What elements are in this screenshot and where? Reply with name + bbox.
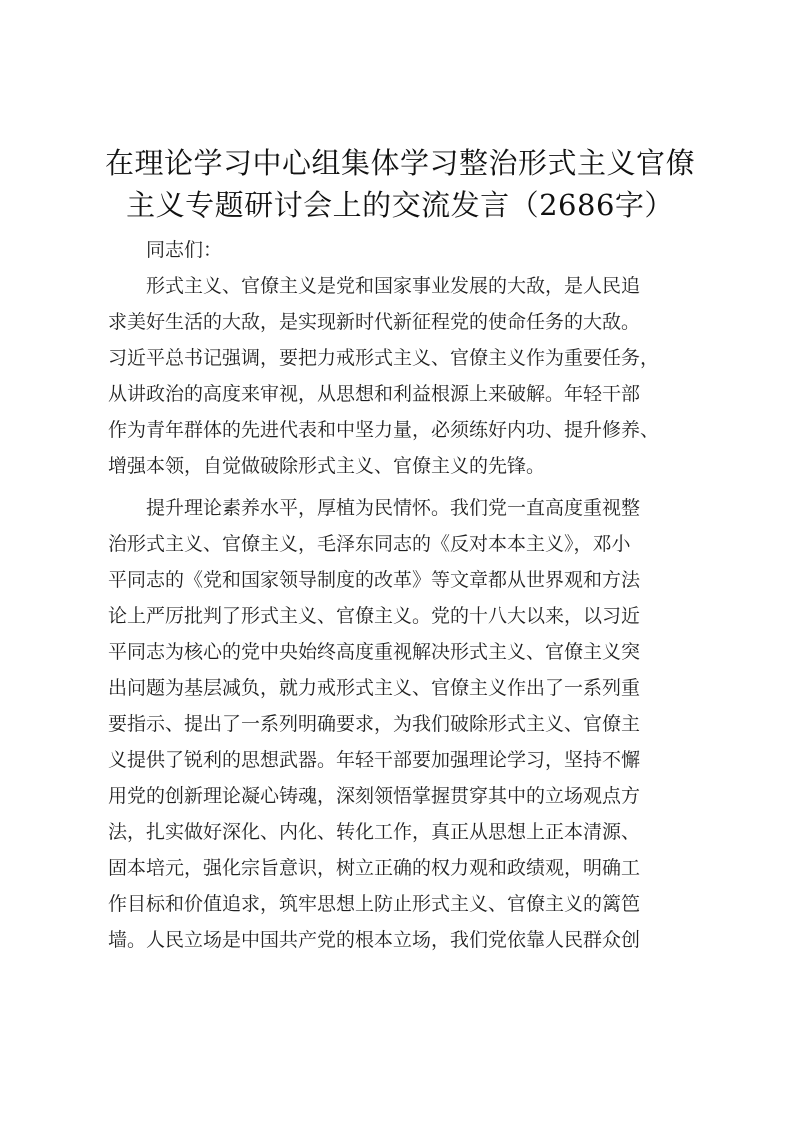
paragraph-1: [108, 268, 694, 484]
paragraph-line: 求美好生活的大敌，是实现新时代新征程党的使命任务的大敌。: [108, 311, 641, 333]
paragraph-line: 用党的创新理论凝心铸魂，深刻领悟掌握贯穿其中的立场观点方: [108, 785, 641, 807]
title-line-1: 在理论学习中心组集体学习整治形式主义官僚: [104, 146, 695, 180]
paragraph-line: 固本培元，强化宗旨意识，树立正确的权力观和政绩观，明确工: [108, 857, 641, 879]
paragraph-line: 平同志为核心的党中央始终高度重视解决形式主义、官僚主义突: [108, 641, 641, 663]
document-title: [100, 142, 700, 226]
paragraph-line: 从讲政治的高度来审视，从思想和利益根源上来破解。年轻干部: [108, 383, 641, 405]
document-body: [108, 268, 694, 958]
paragraph-line: 出问题为基层减负，就力戒形式主义、官僚主义作出了一系列重: [108, 677, 641, 699]
paragraph-line: 墙。人民立场是中国共产党的根本立场，我们党依靠人民群众创: [108, 929, 641, 951]
paragraph-line: 作为青年群体的先进代表和中坚力量，必须练好内功、提升修养、: [108, 419, 660, 441]
paragraph-line: 论上严厉批判了形式主义、官僚主义。党的十八大以来，以习近: [108, 605, 641, 627]
paragraph-line: 习近平总书记强调，要把力戒形式主义、官僚主义作为重要任务，: [108, 347, 660, 369]
paragraph-line: 法，扎实做好深化、内化、转化工作，真正从思想上正本清源、: [108, 821, 641, 843]
paragraph-2: [108, 490, 694, 958]
paragraph-line: 增强本领，自觉做破除形式主义、官僚主义的先锋。: [108, 455, 546, 477]
paragraph-line: 形式主义、官僚主义是党和国家事业发展的大敌，是人民追: [146, 275, 641, 297]
paragraph-line: 作目标和价值追求，筑牢思想上防止形式主义、官僚主义的篱笆: [108, 893, 641, 915]
title-line-2: 主义专题研讨会上的交流发言（2686字）: [126, 188, 674, 222]
paragraph-line: 要指示、提出了一系列明确要求，为我们破除形式主义、官僚主: [108, 713, 641, 735]
paragraph-line: 义提供了锐利的思想武器。年轻干部要加强理论学习，坚持不懈: [108, 749, 641, 771]
greeting: 同志们：: [146, 239, 223, 261]
paragraph-line: 提升理论素养水平，厚植为民情怀。我们党一直高度重视整: [146, 497, 641, 519]
paragraph-line: 平同志的《党和国家领导制度的改革》等文章都从世界观和方法: [108, 569, 641, 591]
paragraph-line: 治形式主义、官僚主义，毛泽东同志的《反对本本主义》，邓小: [108, 533, 631, 555]
